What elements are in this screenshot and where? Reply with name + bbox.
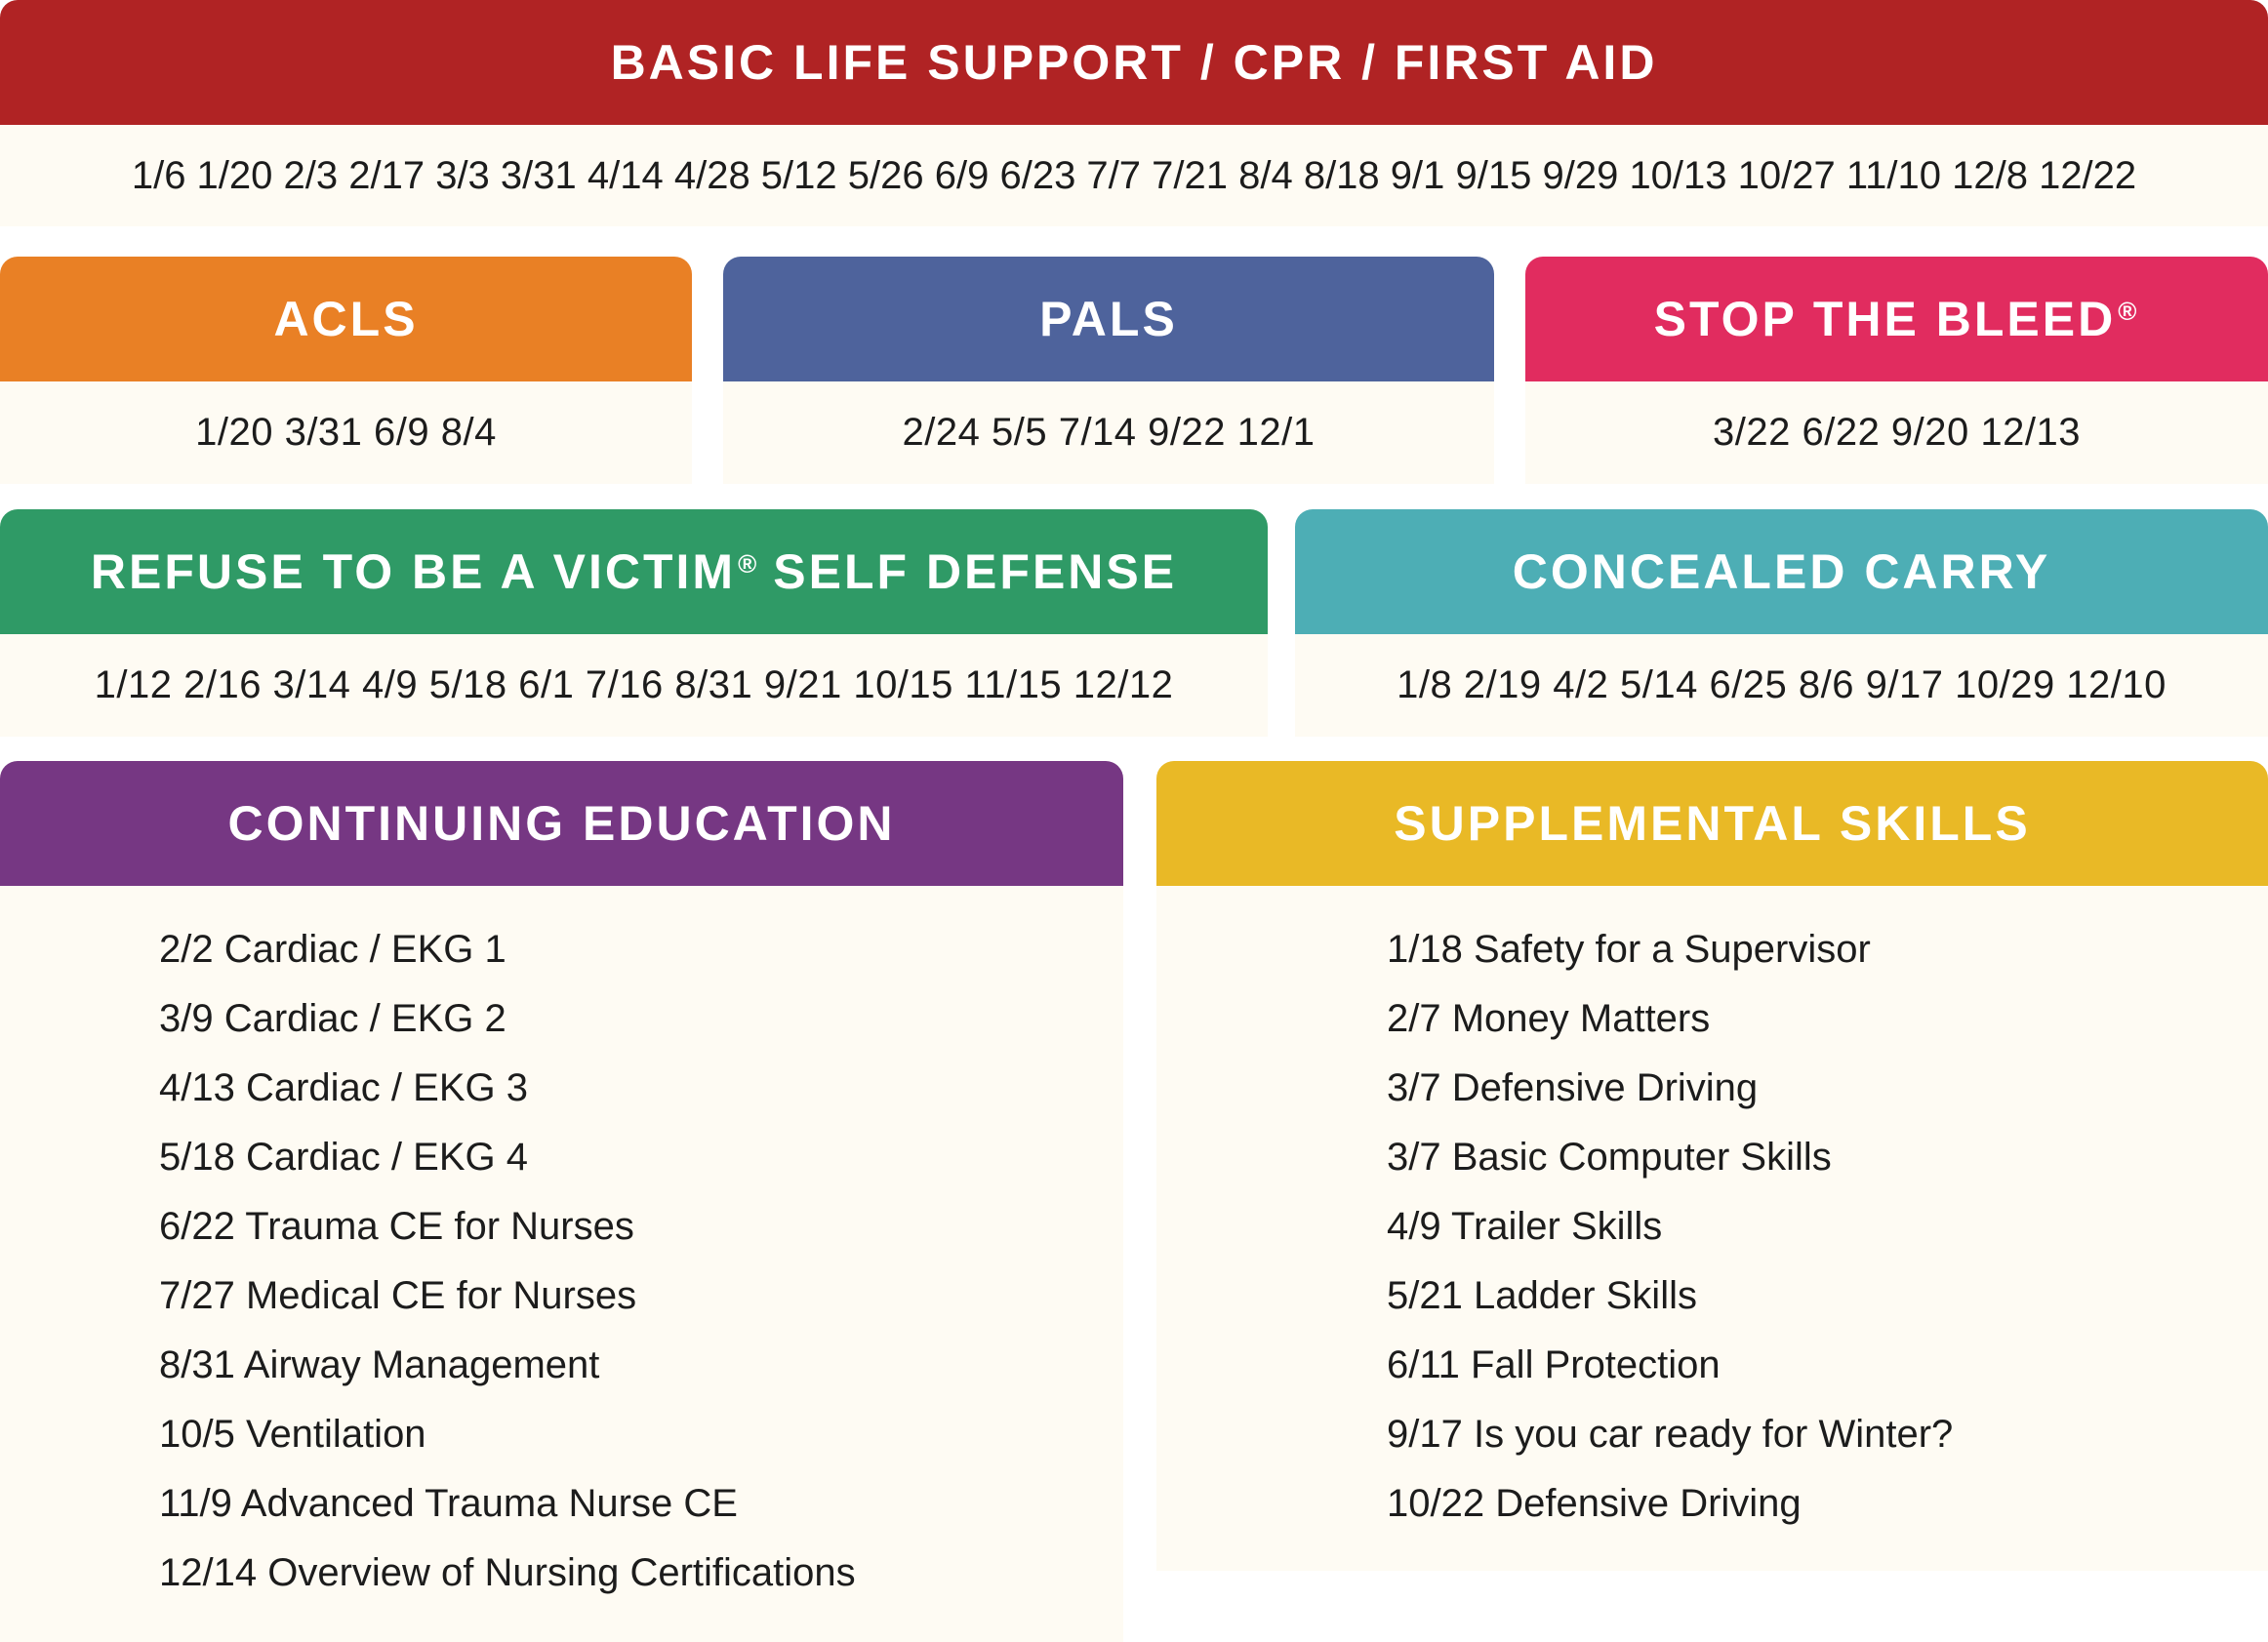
list-item: 9/17 Is you car ready for Winter?: [1387, 1413, 1954, 1456]
concealed-carry-title: CONCEALED CARRY: [1512, 544, 2051, 599]
list-item: 5/21 Ladder Skills: [1387, 1274, 1697, 1317]
bls-title: BASIC LIFE SUPPORT / CPR / FIRST AID: [610, 35, 1658, 90]
list-item: 12/14 Overview of Nursing Certifications: [159, 1551, 856, 1594]
pals-header: [723, 257, 1494, 381]
list-item: 3/7 Defensive Driving: [1387, 1066, 1759, 1109]
refuse-to-be-a-victim-header: [0, 509, 1268, 634]
supplemental-skills-header: [1156, 761, 2268, 886]
pals-title: PALS: [1039, 292, 1178, 346]
list-item: 2/2 Cardiac / EKG 1: [159, 928, 506, 971]
supplemental-skills-card: [1156, 761, 2268, 1571]
refuse-to-be-a-victim-card: [0, 509, 1268, 737]
acls-dates: 1/20 3/31 6/9 8/4: [195, 411, 497, 454]
list-item: 6/22 Trauma CE for Nurses: [159, 1205, 634, 1248]
concealed-carry-card: [1295, 509, 2268, 737]
continuing-education-header: [0, 761, 1123, 886]
stop-the-bleed-dates: 3/22 6/22 9/20 12/13: [1713, 411, 2081, 454]
list-item: 5/18 Cardiac / EKG 4: [159, 1136, 528, 1179]
stop-the-bleed-title: STOP THE BLEED: [1653, 292, 2117, 346]
list-item: 7/27 Medical CE for Nurses: [159, 1274, 637, 1317]
concealed-carry-dates: 1/8 2/19 4/2 5/14 6/25 8/6 9/17 10/29 12/10: [1397, 663, 2167, 706]
bls-header: [0, 0, 2268, 125]
list-item: 4/9 Trailer Skills: [1387, 1205, 1663, 1248]
concealed-carry-header: [1295, 509, 2268, 634]
list-item: 11/9 Advanced Trauma Nurse CE: [159, 1482, 738, 1525]
acls-title: ACLS: [273, 292, 419, 346]
stop-the-bleed-header: [1525, 257, 2268, 381]
refuse-to-be-a-victim-title: REFUSE TO BE A VICTIM: [90, 544, 737, 599]
registered-mark: ®: [2118, 296, 2140, 326]
list-item: 10/5 Ventilation: [159, 1413, 426, 1456]
list-item: 3/9 Cardiac / EKG 2: [159, 997, 506, 1040]
list-item: 1/18 Safety for a Supervisor: [1387, 928, 1871, 971]
list-item: 6/11 Fall Protection: [1387, 1343, 1721, 1386]
acls-card: [0, 257, 692, 484]
list-item: 2/7 Money Matters: [1387, 997, 1711, 1040]
acls-header: [0, 257, 692, 381]
list-item: 8/31 Airway Management: [159, 1343, 600, 1386]
self-defense-label: SELF DEFENSE: [773, 544, 1178, 599]
pals-dates: 2/24 5/5 7/14 9/22 12/1: [902, 411, 1316, 454]
registered-mark: ®: [738, 548, 760, 579]
continuing-education-title: CONTINUING EDUCATION: [227, 796, 896, 851]
continuing-education-card: [0, 761, 1123, 1642]
refuse-to-be-a-victim-dates: 1/12 2/16 3/14 4/9 5/18 6/1 7/16 8/31 9/21 10/15 11/15 12/12: [94, 663, 1174, 706]
pals-card: [723, 257, 1494, 484]
list-item: 4/13 Cardiac / EKG 3: [159, 1066, 528, 1109]
supplemental-skills-list: [1387, 915, 1953, 1539]
bls-card: [0, 0, 2268, 226]
supplemental-skills-title: SUPPLEMENTAL SKILLS: [1394, 796, 2031, 851]
list-item: 3/7 Basic Computer Skills: [1387, 1136, 1832, 1179]
continuing-education-list: [159, 915, 856, 1608]
stop-the-bleed-card: [1525, 257, 2268, 484]
list-item: 10/22 Defensive Driving: [1387, 1482, 1802, 1525]
bls-dates: 1/6 1/20 2/3 2/17 3/3 3/31 4/14 4/28 5/12 5/26 6/9 6/23 7/7 7/21 8/4 8/18 9/1 9/15 9/29 10/13 10/27 11/10 12/8 12/22: [131, 153, 2137, 197]
